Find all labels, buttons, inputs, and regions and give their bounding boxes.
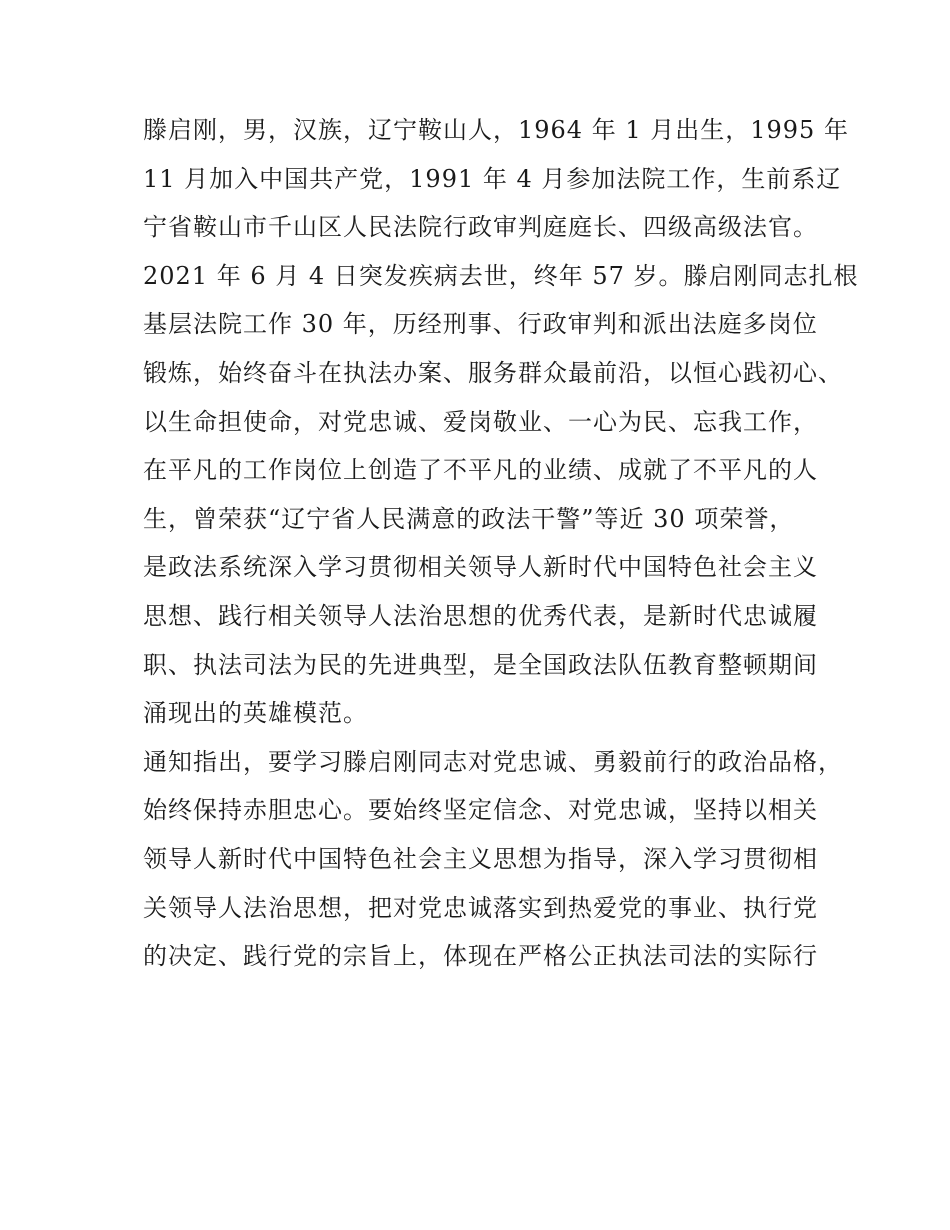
- text-line: 始终保持赤胆忠心。要始终坚定信念、对党忠诚，坚持以相关: [143, 796, 818, 825]
- text-line: 思想、践行相关领导人法治思想的优秀代表，是新时代忠诚履: [143, 601, 818, 630]
- text-line: 通知指出，要学习滕启刚同志对党忠诚、勇毅前行的政治品格，: [143, 747, 843, 776]
- text-line: 在平凡的工作岗位上创造了不平凡的业绩、成就了不平凡的人: [143, 456, 818, 485]
- text-line: 以生命担使命，对党忠诚、爱岗敬业、一心为民、忘我工作，: [143, 407, 818, 436]
- text-line: 涌现出的英雄模范。: [143, 699, 368, 728]
- text-line: 是政法系统深入学习贯彻相关领导人新时代中国特色社会主义: [143, 553, 818, 582]
- text-line: 关领导人法治思想，把对党忠诚落实到热爱党的事业、执行党: [143, 893, 818, 922]
- text-line: 生，曾荣获“辽宁省人民满意的政法干警”等近 30 项荣誉，: [143, 504, 795, 533]
- text-line: 基层法院工作 30 年，历经刑事、行政审判和派出法庭多岗位: [143, 310, 818, 339]
- text-line: 2021 年 6 月 4 日突发疾病去世，终年 57 岁。滕启刚同志扎根: [143, 261, 859, 290]
- text-line: 11 月加入中国共产党，1991 年 4 月参加法院工作，生前系辽: [143, 164, 842, 193]
- paragraph-1: [143, 106, 859, 738]
- text-line: 领导人新时代中国特色社会主义思想为指导，深入学习贯彻相: [143, 844, 818, 873]
- text-line: 宁省鞍山市千山区人民法院行政审判庭庭长、四级高级法官。: [143, 213, 818, 242]
- text-line: 锻炼，始终奋斗在执法办案、服务群众最前沿，以恒心践初心、: [143, 358, 843, 387]
- document-body: [143, 106, 859, 981]
- paragraph-2: [143, 738, 843, 981]
- text-line: 的决定、践行党的宗旨上，体现在严格公正执法司法的实际行: [143, 942, 818, 971]
- text-line: 职、执法司法为民的先进典型，是全国政法队伍教育整顿期间: [143, 650, 818, 679]
- text-line: 滕启刚，男，汉族，辽宁鞍山人，1964 年 1 月出生，1995 年: [143, 116, 849, 144]
